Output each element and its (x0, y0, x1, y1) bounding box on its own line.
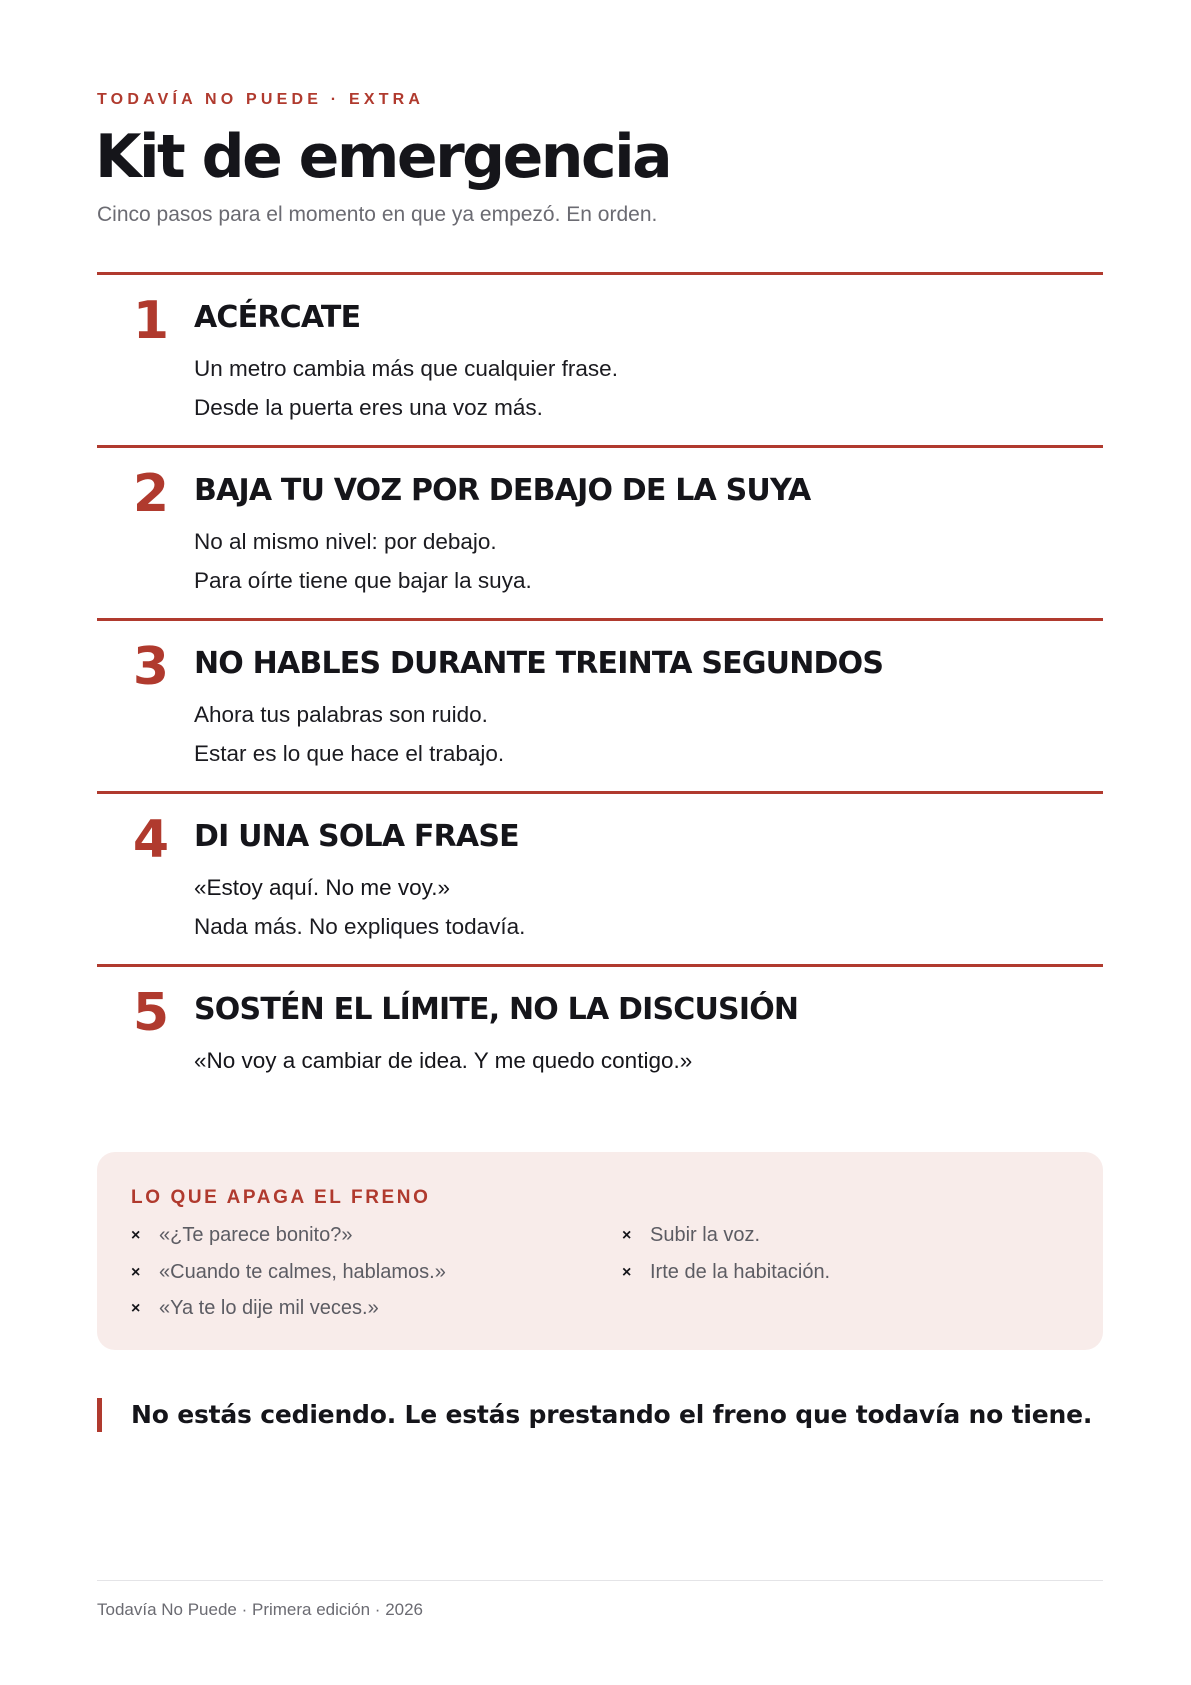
freno-item-label: «Cuando te calmes, hablamos.» (159, 1260, 446, 1283)
step-5 (97, 964, 1103, 1129)
step-line: Para oírte tiene que bajar la suya. (194, 568, 532, 593)
step-title: NO HABLES DURANTE TREINTA SEGUNDOS (194, 646, 884, 681)
closing-quote (97, 1398, 1093, 1432)
step-1 (97, 272, 1103, 445)
x-mark-icon: × (131, 1227, 141, 1244)
freno-title: LO QUE APAGA EL FRENO (131, 1187, 431, 1208)
page-subtitle: Cinco pasos para el momento en que ya empezó. En orden. (97, 203, 658, 226)
step-quote: «Estoy aquí. No me voy.» (194, 875, 450, 900)
step-number: 2 (132, 464, 167, 524)
step-title: BAJA TU VOZ POR DEBAJO DE LA SUYA (194, 473, 811, 508)
step-line: Un metro cambia más que cualquier frase. (194, 356, 618, 381)
freno-item-label: «¿Te parece bonito?» (159, 1224, 353, 1246)
freno-item-label: Irte de la habitación. (650, 1260, 831, 1283)
step-line: Ahora tus palabras son ruido. (194, 702, 488, 727)
eyebrow-label: TODAVÍA NO PUEDE · EXTRA (97, 91, 425, 108)
steps-list (97, 272, 1103, 1129)
step-3 (97, 618, 1103, 791)
step-line: Desde la puerta eres una voz más. (194, 395, 543, 420)
x-mark-icon: × (622, 1227, 632, 1244)
freno-item (131, 1297, 446, 1334)
page-title: Kit de emergencia (95, 122, 671, 192)
freno-item-label: «Ya te lo dije mil veces.» (159, 1297, 379, 1319)
step-number: 1 (132, 291, 167, 351)
freno-column-right (622, 1224, 830, 1297)
step-quote: «No voy a cambiar de idea. Y me quedo contigo.» (194, 1048, 693, 1073)
step-2 (97, 445, 1103, 618)
step-line: Estar es lo que hace el trabajo. (194, 741, 505, 766)
x-mark-icon: × (131, 1300, 141, 1317)
step-line: No al mismo nivel: por debajo. (194, 529, 497, 554)
closing-text: No estás cediendo. Le estás prestando el freno que todavía no tiene. (131, 1400, 1093, 1429)
freno-item (622, 1261, 830, 1298)
footer-divider (97, 1580, 1103, 1581)
freno-item (131, 1224, 446, 1261)
freno-item (622, 1224, 830, 1261)
step-title: ACÉRCATE (194, 300, 361, 335)
step-title: DI UNA SOLA FRASE (194, 819, 519, 854)
step-line: Nada más. No expliques todavía. (194, 914, 526, 939)
freno-item (131, 1261, 446, 1298)
freno-item-label: Subir la voz. (650, 1224, 761, 1246)
freno-column-left (131, 1224, 446, 1334)
step-title: SOSTÉN EL LÍMITE, NO LA DISCUSIÓN (194, 992, 799, 1027)
step-number: 4 (132, 810, 167, 870)
footer-text: Todavía No Puede · Primera edición · 2026 (97, 1600, 424, 1619)
step-number: 3 (132, 637, 167, 697)
step-4 (97, 791, 1103, 964)
x-mark-icon: × (131, 1263, 141, 1281)
step-number: 5 (132, 983, 167, 1043)
x-mark-icon: × (622, 1263, 632, 1281)
freno-box (97, 1152, 1103, 1350)
